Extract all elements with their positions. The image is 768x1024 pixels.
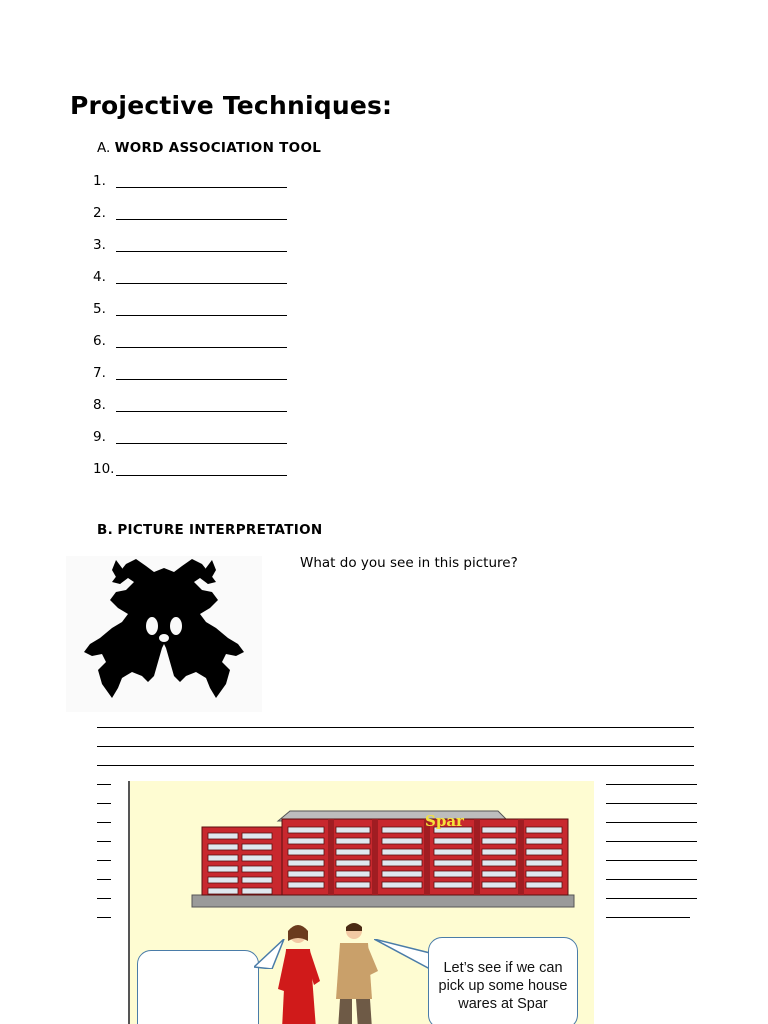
answer-line xyxy=(606,917,690,918)
answer-line xyxy=(606,879,697,880)
speech-text: Let’s see if we can pick up some house wares at Spar xyxy=(438,960,568,1012)
answer-line xyxy=(606,784,697,785)
section-a-label: WORD ASSOCIATION TOOL xyxy=(114,140,322,156)
section-a-heading xyxy=(97,140,321,156)
word-association-item xyxy=(93,205,116,237)
item-number: 5. xyxy=(93,301,106,317)
answer-line xyxy=(97,765,694,766)
blank-answer-line[interactable] xyxy=(116,475,287,476)
blank-answer-line[interactable] xyxy=(116,315,287,316)
answer-line xyxy=(606,822,697,823)
shoppers-illustration xyxy=(274,919,384,1024)
empty-speech-bubble xyxy=(137,950,259,1024)
picture-question: What do you see in this picture? xyxy=(300,555,518,571)
word-association-item xyxy=(93,429,116,461)
blank-answer-line[interactable] xyxy=(116,411,287,412)
answer-line-stub xyxy=(97,860,111,861)
store-building-illustration xyxy=(128,781,594,941)
blank-answer-line[interactable] xyxy=(116,283,287,284)
item-number: 10. xyxy=(93,461,115,477)
item-number: 7. xyxy=(93,365,106,381)
store-cartoon-image xyxy=(128,781,594,1024)
answer-line xyxy=(606,803,697,804)
inkblot-image xyxy=(66,556,262,712)
blank-answer-line[interactable] xyxy=(116,187,287,188)
blank-answer-line[interactable] xyxy=(116,219,287,220)
word-association-list xyxy=(93,173,116,493)
word-association-item xyxy=(93,333,116,365)
page-title: Projective Techniques: xyxy=(70,91,393,120)
word-association-item xyxy=(93,301,116,333)
item-number: 4. xyxy=(93,269,106,285)
word-association-item xyxy=(93,173,116,205)
cartoon-frame-edge xyxy=(128,781,130,1024)
section-b-label: PICTURE INTERPRETATION xyxy=(117,522,323,538)
shopper-speech-bubble xyxy=(428,937,578,1024)
answer-line-stub xyxy=(97,917,111,918)
answer-line-stub xyxy=(97,898,111,899)
item-number: 6. xyxy=(93,333,106,349)
answer-line-stub xyxy=(97,879,111,880)
item-number: 8. xyxy=(93,397,106,413)
item-number: 2. xyxy=(93,205,106,221)
item-number: 9. xyxy=(93,429,106,445)
answer-line xyxy=(97,727,694,728)
section-b-prefix: B. xyxy=(97,522,114,538)
answer-line xyxy=(606,841,697,842)
answer-line-stub xyxy=(97,822,111,823)
answer-line-stub xyxy=(97,784,111,785)
answer-line-stub xyxy=(97,803,111,804)
section-a-prefix: A. xyxy=(97,140,111,156)
item-number: 3. xyxy=(93,237,106,253)
word-association-item xyxy=(93,237,116,269)
word-association-item xyxy=(93,269,116,301)
answer-line-stub xyxy=(97,841,111,842)
blank-answer-line[interactable] xyxy=(116,443,287,444)
word-association-item xyxy=(93,461,116,493)
blank-answer-line[interactable] xyxy=(116,251,287,252)
item-number: 1. xyxy=(93,173,106,189)
blank-answer-line[interactable] xyxy=(116,347,287,348)
section-b-heading xyxy=(97,522,322,538)
answer-line xyxy=(606,898,697,899)
answer-line xyxy=(606,860,697,861)
answer-line xyxy=(97,746,694,747)
word-association-item xyxy=(93,365,116,397)
blank-answer-line[interactable] xyxy=(116,379,287,380)
word-association-item xyxy=(93,397,116,429)
store-sign: Spar xyxy=(425,812,464,830)
